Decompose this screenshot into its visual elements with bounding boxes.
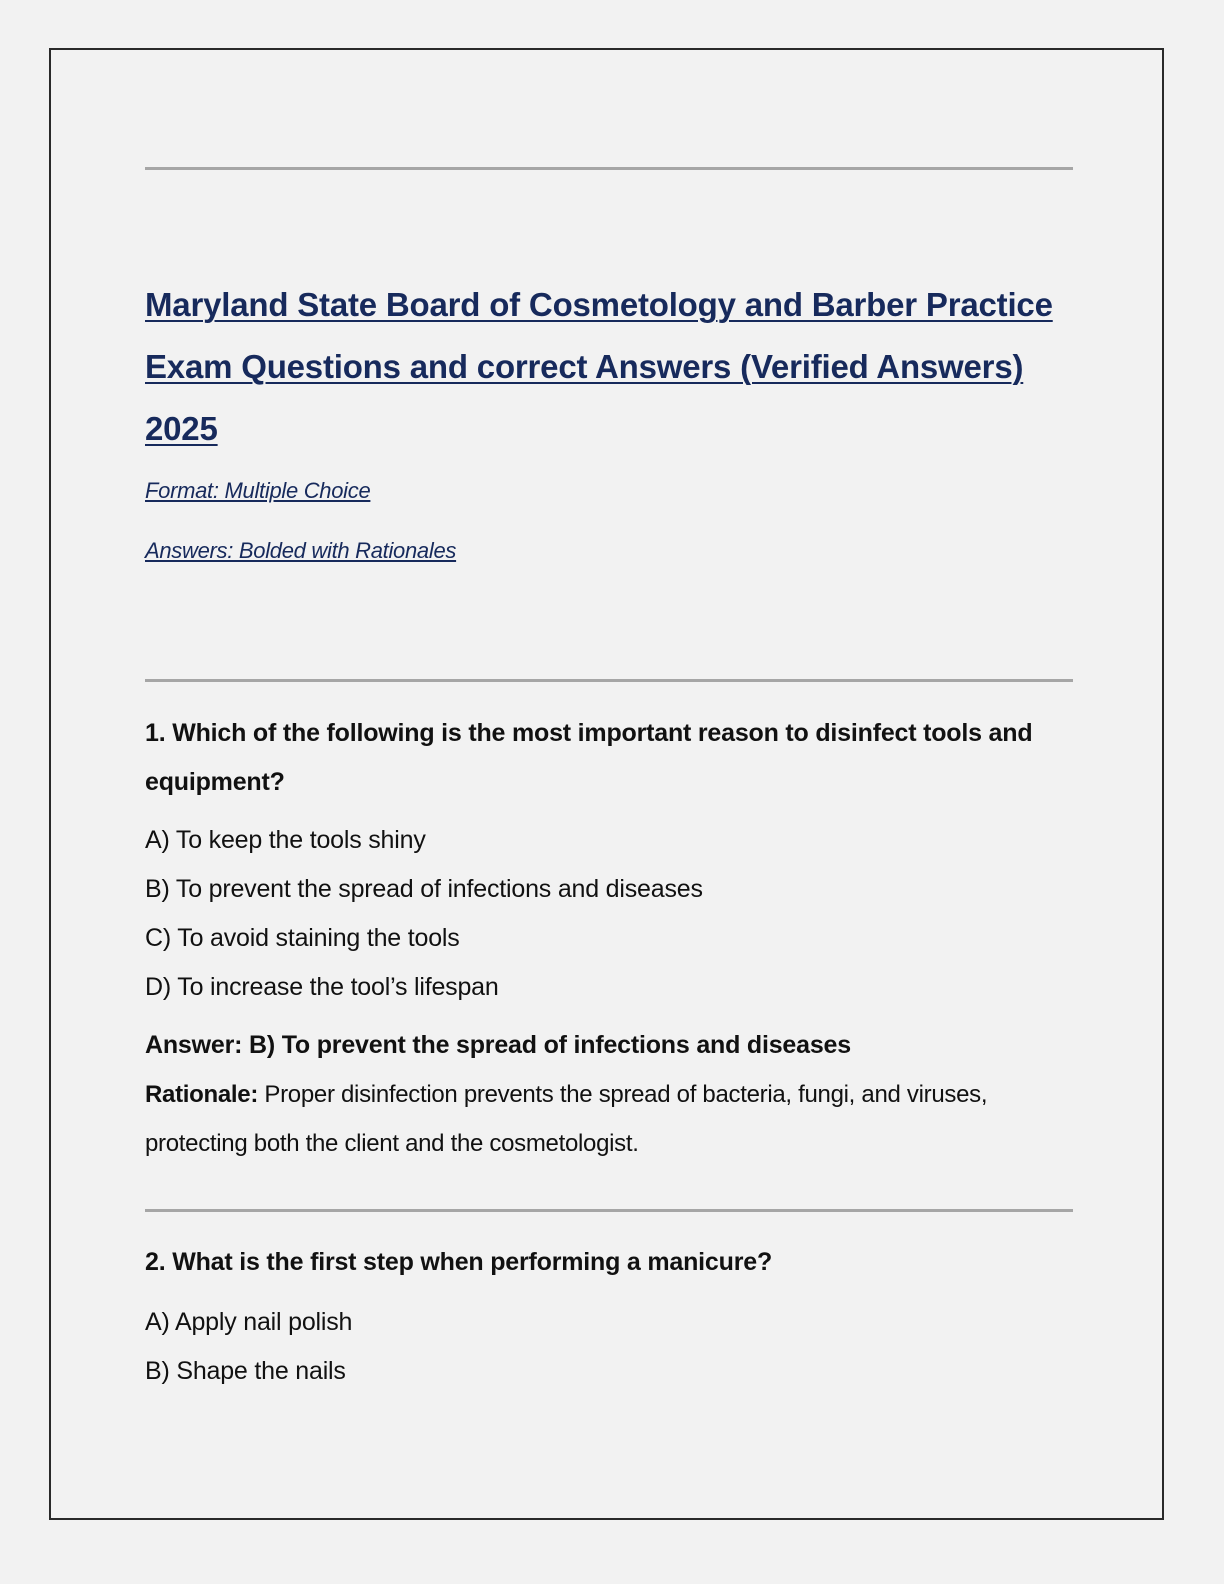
answer-text: Answer: B) To prevent the spread of infections and diseases (145, 1031, 851, 1059)
document-page (49, 48, 1164, 1520)
option-c: C) To avoid staining the tools (145, 924, 460, 952)
section-divider-1 (145, 679, 1073, 682)
option-b: B) Shape the nails (145, 1357, 346, 1385)
section-divider-2 (145, 1209, 1073, 1212)
option-a: A) Apply nail polish (145, 1308, 353, 1336)
option-d: D) To increase the tool’s lifespan (145, 973, 499, 1001)
option-b: B) To prevent the spread of infections and diseases (145, 875, 703, 903)
rationale-text: Proper disinfection prevents the spread of bacteria, fungi, and viruses, protecting both the client and the cosmetologist. (145, 1081, 988, 1157)
format-label: Format: Multiple Choice (145, 478, 371, 503)
answers-label: Answers: Bolded with Rationales (145, 538, 457, 563)
question-text: 2. What is the first step when performing a manicure? (145, 1248, 773, 1276)
rationale (145, 1070, 1075, 1168)
document-title: Maryland State Board of Cosmetology and Barber Practice Exam Questions and correct Answers (Verified Answers) 2025 (145, 286, 1053, 447)
rationale-label: Rationale: (145, 1081, 259, 1108)
top-divider (145, 167, 1073, 170)
question-text: 1. Which of the following is the most important reason to disinfect tools and equipment? (145, 719, 1033, 796)
option-a: A) To keep the tools shiny (145, 826, 426, 854)
